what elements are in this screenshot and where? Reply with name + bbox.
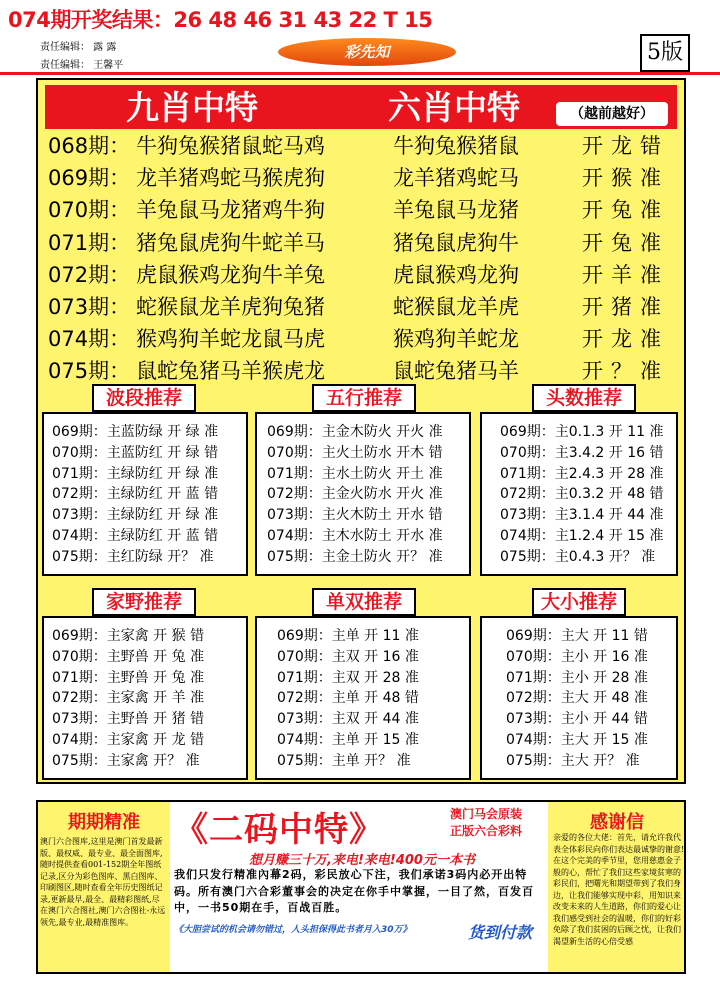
main-row-six-zodiac-list: 羊兔鼠马龙猪 (393, 198, 519, 222)
ad-aside-line-2: 正版六合彩料 (450, 824, 523, 838)
main-row-period-label: 075期： (48, 359, 131, 383)
box-line: 075期：主红防绿 开？ 准 (52, 548, 214, 565)
main-row-period-label: 069期： (48, 166, 131, 190)
page-number: 5版 (640, 34, 690, 72)
box-line: 071期：主绿防红 开 绿 准 (52, 465, 219, 482)
main-row-six-zodiac-list: 鼠蛇兔猪马羊 (393, 359, 519, 383)
box-line: 074期：主木水防土 开水 准 (267, 528, 443, 544)
main-row-result-text: 开羊准 (582, 263, 669, 287)
box-line: 073期：主双 开 44 准 (277, 711, 419, 728)
box-line: 072期：主0.3.2 开 48 错 (500, 486, 664, 503)
box-line: 075期：主家禽 开？ 准 (52, 752, 200, 769)
box-line: 075期：主金土防火 开？ 准 (267, 548, 443, 565)
ad-aside (450, 806, 522, 840)
label-five-elements: 五行推荐 (312, 384, 416, 412)
box-line: 069期：主家禽 开 猴 错 (52, 628, 205, 644)
main-row-period-label: 073期： (48, 295, 131, 319)
main-row-result-text: 开？准 (582, 359, 669, 383)
box-line: 069期：主大 开 11 错 (506, 628, 648, 644)
main-row-nine-zodiac-list: 羊兔鼠马龙猪鸡牛狗 (136, 198, 325, 222)
box-line: 073期：主火木防土 开水 错 (267, 507, 443, 524)
box-line: 075期：主大 开？ 准 (506, 752, 640, 769)
box-line: 070期：主3.4.2 开 16 错 (500, 444, 664, 461)
main-row-six-zodiac-list: 蛇猴鼠龙羊虎 (393, 295, 519, 319)
main-row-nine-zodiac-list: 猴鸡狗羊蛇龙鼠马虎 (136, 327, 325, 351)
main-row-result-text: 开龙错 (582, 134, 669, 158)
box-line: 075期：主单 开？ 准 (277, 752, 411, 769)
title-six-zodiac: 六肖中特 (388, 88, 520, 127)
brand-logo: 彩先知 (278, 38, 456, 66)
main-row-result-text: 开猴准 (582, 166, 669, 190)
box-line: 073期：主绿防红 开 绿 准 (52, 507, 219, 524)
main-row-period-label: 072期： (48, 263, 131, 287)
box-line: 072期：主金火防水 开火 准 (267, 486, 443, 503)
box-line: 070期：主野兽 开 兔 准 (52, 648, 205, 665)
box-line: 070期：主火土防水 开木 错 (267, 444, 443, 461)
right-text: 亲爱的各位大佬：首先，请允许我代表全体彩民向你们表达最诚挚的谢意!在这个完美的季节里，您用慈惠金子般的心，帮忙了我们这些家境贫寒的彩民们，把曙光和期望带到了我们身边，让我们能够实现中彩，用知识来改变未来的人生道路，你们的爱心让我们感受到社会的温暖，你们的好彩免除了我们贫困的后顾之忧，让我们渴望新生活的心倍受感 (553, 833, 685, 946)
box-line: 074期：主绿防红 开 蓝 错 (52, 528, 219, 544)
main-row-six-zodiac-list: 牛狗兔猴猪鼠 (393, 134, 519, 158)
box-line: 074期：主单 开 15 准 (277, 732, 419, 748)
box-line: 071期：主水土防火 开土 准 (267, 465, 443, 482)
box-line: 074期：主家禽 开 龙 错 (52, 732, 205, 748)
left-text: 澳门六合图库,这里是澳门首发最新版、最权威、最专业、最全面图库,随时提供查看001-152期全年图纸记录,区分为彩色图库、黑白图库、印刷图区,随时查看全年历史图纸记录,更新最早,最全、最精彩图纸,尽在澳门六合图社,澳门六合图社-永远领先,最专业,最精准图库。 (40, 837, 166, 927)
left-heading: 期期精准 (68, 812, 140, 833)
box-line: 075期：主0.4.3 开？ 准 (500, 548, 656, 565)
title-nine-zodiac: 九肖中特 (126, 88, 258, 127)
ad-body: 我们只发行精准內幕2码，彩民放心下注，我们承诺3码内必开出特码。所有澳门六合彩董事会的决定在你手中掌握，一目了然，百发百中，一书50期在手，百战百胜。 (174, 868, 534, 914)
box-line: 072期：主绿防红 开 蓝 错 (52, 486, 219, 503)
box-line: 069期：主单 开 11 准 (277, 628, 419, 644)
box-line: 070期：主蓝防红 开 绿 错 (52, 444, 219, 461)
main-row-nine-zodiac-list: 鼠蛇兔猪马羊猴虎龙 (136, 359, 325, 383)
cash-on-delivery: 货到付款 (468, 923, 533, 942)
box-line: 074期：主1.2.4 开 15 准 (500, 528, 664, 544)
main-row-result-text: 开猪准 (582, 295, 669, 319)
right-heading: 感谢信 (590, 812, 644, 833)
label-head-number: 头数推荐 (532, 384, 636, 412)
box-line: 071期：主双 开 28 准 (277, 669, 419, 686)
main-row-result-text: 开龙准 (582, 327, 669, 351)
box-line: 071期：主小 开 28 准 (506, 669, 648, 686)
box-line: 074期：主大 开 15 准 (506, 732, 648, 748)
box-line: 069期：主蓝防绿 开 绿 准 (52, 424, 219, 440)
main-row-nine-zodiac-list: 蛇猴鼠龙羊虎狗兔猪 (136, 295, 325, 319)
label-odd-even: 单双推荐 (312, 588, 416, 616)
main-row-six-zodiac-list: 猴鸡狗羊蛇龙 (393, 327, 519, 351)
box-line: 070期：主小 开 16 准 (506, 648, 648, 665)
main-row-period-label: 070期： (48, 198, 131, 222)
box-line: 071期：主野兽 开 兔 准 (52, 669, 205, 686)
ad-title: 《二码中特》 (174, 810, 384, 850)
label-big-small: 大小推荐 (532, 588, 626, 616)
draw-result-line: 074期开奖结果：26 48 46 31 43 22 T 15 (8, 8, 433, 32)
box-line: 072期：主大 开 48 准 (506, 690, 648, 707)
header-divider (0, 72, 720, 75)
box-line: 073期：主小 开 44 错 (506, 711, 648, 728)
box-line: 071期：主2.4.3 开 28 准 (500, 465, 664, 482)
main-row-nine-zodiac-list: 牛狗兔猴猪鼠蛇马鸡 (136, 134, 325, 158)
main-row-six-zodiac-list: 猪兔鼠虎狗牛 (393, 231, 519, 255)
main-row-six-zodiac-list: 龙羊猪鸡蛇马 (393, 166, 519, 190)
ad-aside-line-1: 澳门马会原装 (450, 807, 523, 821)
box-line: 069期：主0.1.3 开 11 准 (500, 424, 664, 440)
editor-line-1: 责任编辑： 露 露 (40, 42, 117, 53)
ad-footnote: 《大胆尝试的机会请勿错过，人头担保得此书者月入30万》 (174, 925, 412, 935)
main-row-nine-zodiac-list: 虎鼠猴鸡龙狗牛羊兔 (136, 263, 325, 287)
label-wave: 波段推荐 (92, 384, 196, 412)
label-domestic-wild: 家野推荐 (92, 588, 196, 616)
main-row-period-label: 074期： (48, 327, 131, 351)
main-row-result-text: 开兔准 (582, 231, 669, 255)
box-line: 070期：主双 开 16 准 (277, 648, 419, 665)
title-note: （越前越好） (556, 102, 668, 126)
box-line: 073期：主3.1.4 开 44 准 (500, 507, 664, 524)
box-line: 072期：主单 开 48 错 (277, 690, 419, 707)
main-row-nine-zodiac-list: 龙羊猪鸡蛇马猴虎狗 (136, 166, 325, 190)
editor-line-2: 责任编辑： 王馨平 (40, 60, 124, 71)
box-line: 072期：主家禽 开 羊 准 (52, 690, 205, 707)
main-row-nine-zodiac-list: 猪兔鼠虎狗牛蛇羊马 (136, 231, 325, 255)
box-line: 073期：主野兽 开 猪 错 (52, 711, 205, 728)
main-row-six-zodiac-list: 虎鼠猴鸡龙狗 (393, 263, 519, 287)
ad-slogan: 想月赚三十万,来电!来电!400元一本书 (249, 853, 475, 868)
main-row-period-label: 071期： (48, 231, 131, 255)
main-row-period-label: 068期： (48, 134, 131, 158)
main-row-result-text: 开兔准 (582, 198, 669, 222)
box-line: 069期：主金木防火 开火 准 (267, 424, 443, 440)
